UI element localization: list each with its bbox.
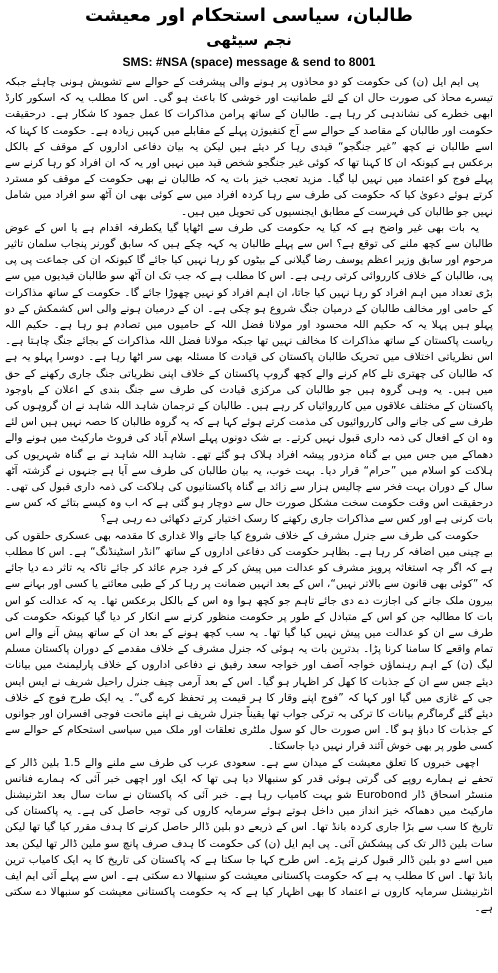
- article-paragraph: حکومت کی طرف سے جنرل مشرف کے خلاف شروع کیا جانے والا غداری کا مقدمہ بھی عسکری حلقوں کی بے چینی میں اضافہ کر رہا ہے۔ بظاہر حکومت کی دفاعی اداروں کے ساتھ ”انڈر اسٹینڈنگ“ ہے۔ اس کا مطلب ہے کہ اگر چہ استغاثہ پرویز مشرف کو عدالت میں پیش کر کے فرد جرم عائد کر جائے تاکہ یہ تاثر دے دیا جائے کہ ”کوئی بھی قانون سے بالاتر نہیں“، اس کے بعد انہیں ضمانت پر رہا کر کے طبی معائنے یا کسی اور بہانے سے بیرون ملک جانے کی اجازت دے دی جائے تاہم جو کچھ ہوا وہ اس کے بالکل برعکس تھا۔ یہ کہ عدالت کو اس بات کا مطالبہ جن کو اس کے متبادل کے طور پر حکومت منظور کرنے سے انکار کر دیا گیا کیونکہ حکومت کی طرف سے ان کو عدالت میں پیش نہیں کیا گیا تھا۔ یہ سب کچھ ہونے کے بعد ان کے ساتھ پیش آنے والے اس تمام واقعے کا سامنا کرنا پڑا۔ بدترین بات یہ ہوئی کہ جنرل مشرف کے خلاف مقدمے کے دوران پاکستان مسلم لیگ (ن) کے اہم رہنماؤں خواجہ آصف اور خواجہ سعد رفیق نے دفاعی اداروں کے خلاف پارلیمنٹ میں بیانات دیئے جس سے ان کے جذبات کا کھل کر اظہار ہو گیا۔ اس کے بعد آرمی چیف جنرل راحیل شریف نے ایس ایس جی کے غازی میں گیا اور کہا کہ ”فوج اپنے وقار کا ہر قیمت پر تحفظ کرے گی“۔ یہ ایک طرح فوج کے خلاف دیئے گئے گرماگرم بیانات کا ترکی بہ ترکی جواب تھا یقیناً جنرل شریف نے اپنے ماتحت فوجی افسران اور جوانوں کے جذبات کا دباؤ ہو گا۔ اس صورت حال کو سول ملٹری تعلقات اور ملک میں سیاسی استحکام کے حوالے سے کسی طور پر بھی خوش آئند قرار نہیں دیا جاسکتا۔: [5, 529, 493, 753]
- article-title: طالبان، سیاسی استحکام اور معیشت: [85, 5, 413, 26]
- article-author: نجم سیٹھی: [206, 31, 292, 49]
- article-paragraph: اچھی خبروں کا تعلق معیشت کے میدان سے ہے۔ سعودی عرب کی طرف سے ملنے والے 1.5 بلین ڈالر کے تحفے نے ہمارے روپے کی گرتی ہوئی قدر کو سنبھالا دیا ہی تھا کہ ایک اور اچھی خبر آئی کہ ہمارے فنانس منسٹر اسحاق ڈار Eurobond شو بہت کامیاب رہا ہے۔ خبر آئی کہ پاکستان نے سات سال بعد انٹرنیشنل مارکیٹ میں دھماکہ خیز انداز میں داخل ہوتے ہوئے سرمایہ کاروں کی توجہ حاصل کی ہے۔ یہ پاکستان کی تاریخ کا سب سے بڑا جاری کردہ بانڈ تھا۔ اس کے ذریعے دو بلین ڈالر حاصل کرنے کا ہدف مقرر کیا گیا تھا لیکن سات بلین ڈالر تک کی پیشکش آئی۔ پی ایم ایل (ن) کی حکومت کا ہدف صرف پانچ سو ملین ڈالر تھا لیکن بعد میں اسے دو بلین ڈالر قبول کرنے پڑے۔ اس طرح کہا جا سکتا ہے کہ پاکستان کی تاریخ کا یہ ایک کامیاب ترین بانڈ تھا۔ اس کا مطلب یہ ہے کہ حکومت پاکستانی معیشت کو سنبھالا دے سکتی ہے۔ اس سے پہلے آئی ایم ایف انٹرنیشنل سرمایہ کاروں نے اعتماد کا بھی اظہار کیا ہے کہ یہ حکومت پاکستانی معیشت کو سنبھالا دے سکتی ہے۔: [5, 756, 493, 915]
- newspaper-column: [0, 4, 498, 973]
- article-paragraph: یہ بات بھی غیر واضح ہے کہ کیا یہ حکومت کی طرف سے اٹھایا گیا یکطرفہ اقدام ہے یا اس کے عوض طالبان سے کچھ ملنے کی توقع ہے؟ اس سے پہلے طالبان یہ کہہ چکے ہیں کہ سابق گورنر پنجاب سلمان تاثیر مرحوم اور سابق وزیر اعظم یوسف رضا گیلانی کے بیٹوں کو رہا نہیں کیا جائے گا کیونکہ ان کی جماعت پی پی پی، طالبان کے خلاف کارروائی کرتی رہی ہے۔ اس کا مطلب ہے کہ جب تک ان آٹھ سو طالبان قیدیوں میں سے بڑی تعداد میں اہم افراد کو رہا نہیں کیا جاتا، ان اہم افراد کو نہیں چھوڑا جائے گا۔ حکومت کے ساتھ مذاکرات کے حامی اور مخالف طالبان کے درمیان جنگ شروع ہو چکی ہے۔ ان کے درمیان ہونے والی اس کشمکش کے دو پہلو ہیں پہلا یہ کہ حکیم اللہ محسود اور مولانا فضل اللہ کے حامیوں میں تصادم ہو رہا ہے۔ حکیم اللہ ریاست پاکستان کے ساتھ مذاکرات کا مخالف نہیں تھا جبکہ مولانا فضل اللہ مذاکرات کے بجائے جنگ چاہتا ہے۔ اس نظریاتی اختلاف میں تحریک طالبان پاکستان کی قیادت کا مسئلہ بھی سر اٹھا رہا ہے۔ دوسرا پہلو یہ ہے کہ طالبان کی چھتری تلے کام کرنے والے کچھ گروپ پاکستان کے خلاف اپنی نظریاتی جنگ جاری رکھنے کے حق میں ہیں۔ یہ وہی گروہ ہیں جو طالبان کی مرکزی قیادت کی طرف سے جنگ بندی کے اعلان کے باوجود پاکستان کے مختلف علاقوں میں کارروائیاں کر رہے ہیں۔ طالبان کے ترجمان شاہد اللہ شاہد نے ان گروہوں کی طرف سے کی جانے والی کارروائیوں کی مذمت کرتے ہوئے کہا ہے کہ یہ گروہ طالبان کا حصہ نہیں ہیں اس لئے وہ ان کے افعال کی ذمہ داری قبول نہیں کرتے۔ بے شک دونوں پہلے اسلام آباد کی فروٹ مارکیٹ میں ہونے والے دھماکے میں جس میں بے گناہ مزدور پیشہ افراد ہلاک ہو گئے تھے۔ شاہد اللہ شاہد نے بے گناہ شہریوں کی ہلاکت کو اسلام میں ”حرام“ قرار دیا۔ بہت خوب، یہ بیان طالبان کی طرف سے آیا ہے جنہوں نے گزشتہ آٹھ سال کے دوران بہت فخر سے چالیس ہزار سے زائد بے گناہ پاکستانیوں کی ہلاکت کی ذمہ داری قبول کی تھی۔ درحقیقت اس وقت حکومت سخت مشکل صورت حال سے دوچار ہو گئی ہے کہ اب وہ کیسے بتائے کہ کس سے بات کرنی ہے اور کس سے مذاکرات جاری رکھنے کا رسک اختیار کرتے دکھائی دے رہی ہے؟: [5, 221, 493, 526]
- article-body: [5, 74, 493, 917]
- article-paragraph: پی ایم ایل (ن) کی حکومت کو دو محاذوں پر ہونے والی پیشرفت کے حوالے سے تشویش ہونی چاہئے جبکہ تیسرے محاذ کی صورت حال ان کے لئے طمانیت اور خوشی کا باعث ہو گی۔ اس کا مطلب یہ کہ اسکور کارڈ ابھی خطرے کی نشاندہی کر رہا ہے۔ طالبان کے ساتھ پرامن مذاکرات کا عمل جمود کا شکار ہے۔ درحقیقت حکومت اور طالبان کے مقاصد کے حوالے سے آج کنفیوژن پہلے کے مقابلے میں کہیں زیادہ ہے۔ حکومت کا کہنا کہ اسے طالبان نے کچھ ”غیر جنگجو“ قیدی رہا کر دیئے ہیں لیکن یہ بیان دفاعی اداروں کے موقف کے بالکل برعکس ہے کیونکہ ان کا کہنا تھا کہ کوئی غیر جنگجو شخص قید میں نہیں اور یہ کہ ان افراد کو رہا کرنے سے پہلے فوج کو اعتماد میں نہیں لیا گیا۔ مزید تعجب خیز بات یہ کہ طالبان نے بھی حکومت کے موقف کو مسترد کرتے ہوئے دعویٰ کیا کہ حکومت کی طرف سے رہا کردہ افراد میں سے کوئی بھی ان آٹھ سو افراد میں شامل نہیں جو طالبان کی فہرست کے مطابق ایجنسیوں کی تحویل میں ہیں۔: [5, 76, 493, 218]
- sms-instruction: SMS: #NSA (space) message & send to 8001: [122, 55, 376, 69]
